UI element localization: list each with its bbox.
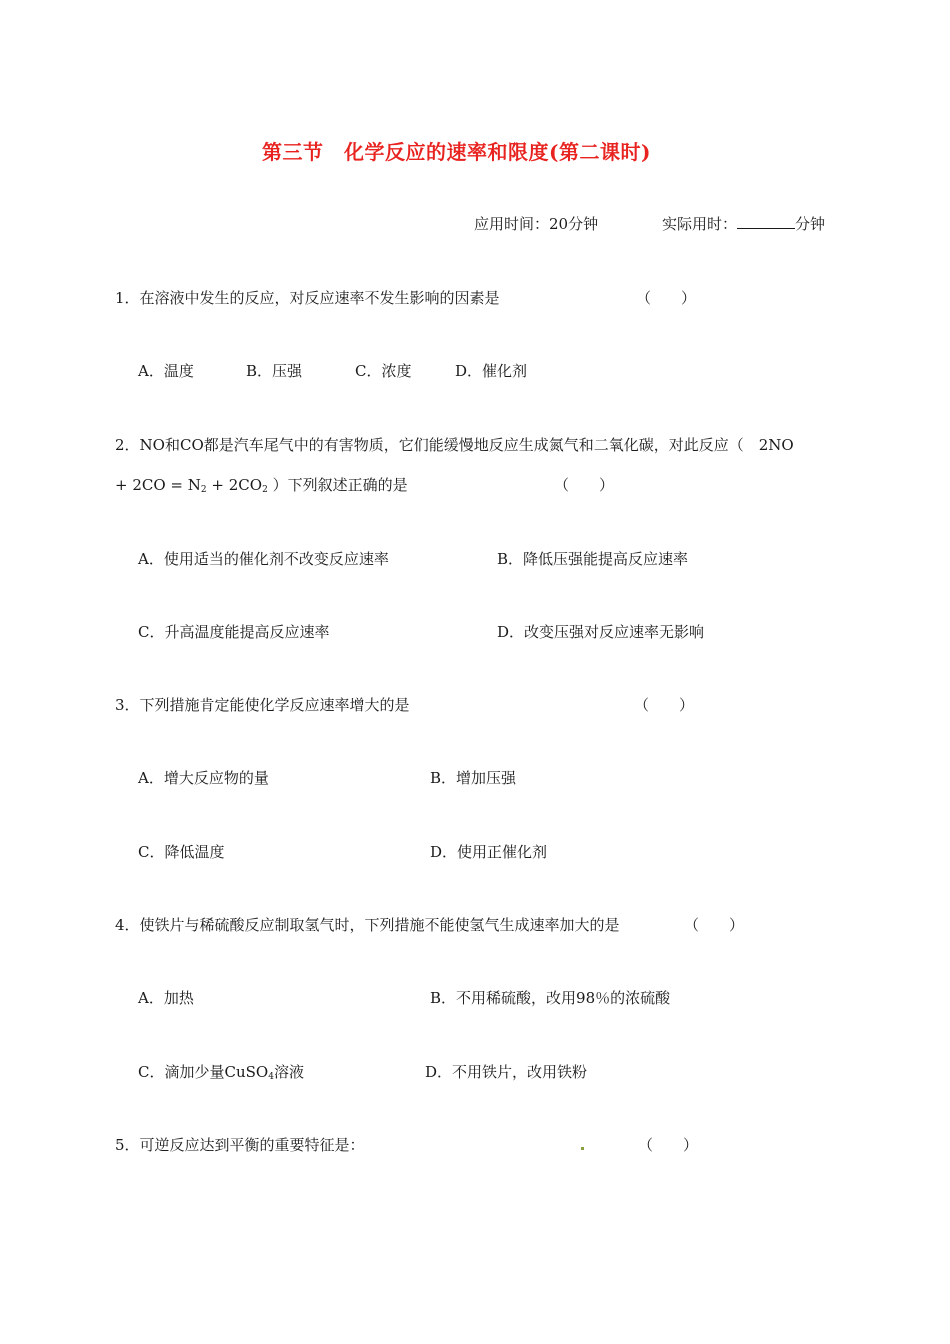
option-b: B．增加压强 [430,769,517,787]
option-b: B．降低压强能提高反应速率 [497,550,689,568]
option-b: B．压强 [246,362,303,380]
stray-dot [581,1147,584,1150]
time-allotted: 应用时间：20分钟 [474,215,599,233]
option-a: A．加热 [138,989,194,1007]
time-actual-blank[interactable] [737,213,795,229]
time-actual-label: 实际用时： [662,215,738,233]
answer-paren[interactable]: （ ） [638,1136,699,1154]
option-d: D．不用铁片，改用铁粉 [425,1063,588,1081]
option-c: C．滴加少量CuSO$_4$溶液 [138,1063,304,1082]
option-b: B．不用稀硫酸，改用98％的浓硫酸 [430,989,671,1007]
question-stem: 5．可逆反应达到平衡的重要特征是： [115,1136,365,1154]
option-d: D．催化剂 [455,362,528,380]
question-stem: 4．使铁片与稀硫酸反应制取氢气时，下列措施不能使氢气生成速率加大的是 [115,916,620,934]
question-stem: 1．在溶液中发生的反应，对反应速率不发生影响的因素是 [115,289,500,307]
answer-paren[interactable]: （ ） [634,696,695,714]
option-a: A．温度 [138,362,194,380]
answer-paren[interactable]: （ ） [554,476,615,494]
page-title: 第三节 化学反应的速率和限度(第二课时) [262,140,651,164]
answer-paren[interactable]: （ ） [684,916,745,934]
question-stem-line1: 2．NO和CO都是汽车尾气中的有害物质，它们能缓慢地反应生成氮气和二氧化碳，对此反应（ 2NO [115,436,794,454]
option-a: A．使用适当的催化剂不改变反应速率 [138,550,389,568]
option-d: D．改变压强对反应速率无影响 [497,623,705,641]
option-c: C．升高温度能提高反应速率 [138,623,330,641]
answer-paren[interactable]: （ ） [636,289,697,307]
option-d: D．使用正催化剂 [430,843,548,861]
question-stem-line2: + $2CO = N_2 + 2CO_2$ ）下列叙述正确的是 [115,476,408,495]
option-c: C．降低温度 [138,843,225,861]
option-a: A．增大反应物的量 [138,769,269,787]
time-actual-unit: 分钟 [795,215,826,233]
option-c: C．浓度 [355,362,412,380]
time-actual [662,213,825,234]
question-stem: 3．下列措施肯定能使化学反应速率增大的是 [115,696,410,714]
